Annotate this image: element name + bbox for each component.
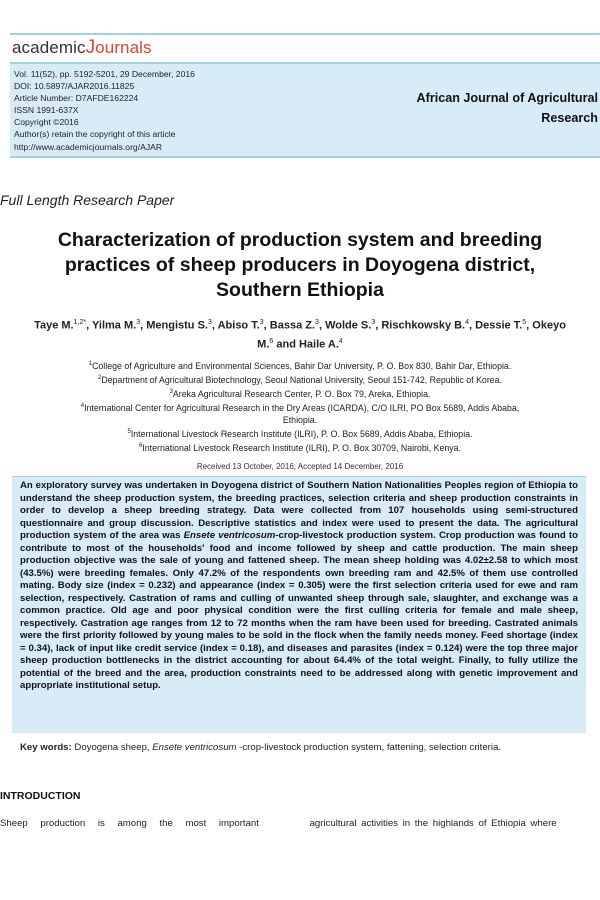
affiliation-number: 2 [98, 374, 102, 381]
author-separator: , [469, 319, 476, 332]
abstract-text: An exploratory survey was undertaken in Doyogena district of Southern Nation Nationalities Peoples region of Ethiopia to understand the sheep production system, the breeding practices, selection criteria and sheep production constraints in order to develop a sheep breeding strategy. Data were collected from 107 households using semi-structured questionnaire and group discussion. Descriptive statistics and index were used to present the data. The agricultural production system of the area was Ensete ventricosum-crop-livestock production system. Crop production was found to contribute to most of the households' food and income followed by sheep and cattle production. The main sheep production objective was the sale of young and fattened sheep. The mean sheep holding was 4.02±2.58 to which most (43.5%) were breeding females. Only 47.2% of the respondents own breeding ram and 42.5% of them use controlled mating. Body size (index = 0.232) and appearance (index = 0.305) were the first selection criteria used for ewe and ram selection, respectively. Castration of rams and culling of unwanted sheep through sale, slaughter, and exchange was a common practice. Old age and poor physical condition were the first culling criteria for female and male sheep, respectively. Castration age ranges from 12 to 72 months when the ram have been used for breeding. Castrated animals were the first priority followed by young males to be sold in the flock when the family needs money. Feed shortage (index = 0.34), lack of input like credit service (index = 0.18), and diseases and parasites (index = 0.124) were the top three major sheep production bottlenecks in the district accounting for about 64.4% of the total weight. Finally, to fully utilize the potential of the breed and the area, production constraints need to be addressed along with genetic improvement and appropriate institutional setup. [20, 480, 578, 691]
affiliation-number: 4 [80, 402, 85, 409]
affiliation-line [0, 358, 600, 372]
affiliation-number: 3 [169, 388, 173, 395]
header-rule [10, 33, 600, 35]
article-number-line: Article Number: D7AFDE162224 [14, 93, 139, 104]
affiliation-text: International Livestock Research Institute (ILRI), P. O. Box 5689, Addis Ababa, Ethiopia. [130, 428, 473, 439]
publisher-logo[interactable] [12, 37, 152, 59]
author-separator: , [526, 319, 533, 332]
journal-name-line2: Research [541, 111, 598, 125]
doi-line[interactable]: DOI: 10.5897/AJAR2016.11825 [14, 81, 135, 92]
author-name: Dessie T. [475, 319, 523, 332]
author-affiliation-mark: 3 [315, 319, 319, 326]
copyright-line: Copyright ©2016 [14, 117, 79, 128]
affiliation-number: 6 [139, 442, 143, 449]
author-name: Yilma M. [91, 319, 137, 332]
affiliation-number: 5 [127, 428, 131, 435]
logo-text-academic: academic [12, 38, 86, 57]
author-separator: , [86, 319, 92, 332]
author-affiliation-mark: 3 [259, 319, 264, 326]
keywords-label: Key words: [20, 742, 72, 753]
author-name: Rischkowsky B. [381, 319, 466, 332]
author-affiliation-mark: 4 [465, 319, 470, 326]
affiliation-number: 1 [88, 361, 93, 367]
received-dates: Received 13 October, 2016; Accepted 14 December, 2016 [196, 462, 404, 471]
affiliation-line [0, 426, 600, 440]
author-affiliation-mark: 5 [522, 319, 527, 326]
paper-title: Characterization of production system and breeding practices of sheep producers in Doyogena district, Southern Ethiopia [57, 229, 543, 301]
affiliation-text: Department of Agricultural Biotechnology, Seoul National University, Seoul 151-742, Republic of Korea. [101, 374, 502, 385]
author-list [30, 315, 570, 352]
article-info-box [10, 62, 600, 158]
paper-type: Full Length Research Paper [0, 192, 175, 208]
author-separator: , [375, 319, 382, 332]
journal-name [417, 88, 598, 128]
author-name: Abiso T. [217, 319, 260, 332]
affiliation-text: International Center for Agricultural Research in the Dry Areas (ICARDA), C/O ILRI, PO Box 5689, Addis Ababa, [84, 402, 520, 413]
volume-line: Vol. 11(52), pp. 5192-5201, 29 December, 2016 [14, 69, 195, 79]
author-name: Okeyo M. [257, 319, 566, 351]
logo-text-journals: Journals [85, 37, 152, 58]
author-separator: , [263, 319, 270, 332]
author-affiliation-mark: 4 [338, 337, 343, 345]
affiliation-line [0, 440, 600, 454]
author-separator: and [273, 338, 299, 351]
keywords: Key words: Doyogena sheep, Ensete ventricosum -crop-livestock production system, fattening, selection criteria. [20, 742, 501, 753]
author-name: Mengistu S. [146, 319, 208, 332]
author-affiliation-mark: 6 [269, 337, 274, 345]
author-name: Wolde S. [325, 319, 372, 332]
affiliation-line [0, 400, 600, 414]
affiliation-text: College of Agriculture and Environmental Sciences, Bahir Dar University, P. O. Box 830, Bahir Dar, Ethiopia. [92, 360, 512, 371]
author-separator: , [211, 319, 218, 332]
affiliation-list [0, 358, 600, 454]
author-separator: , [318, 319, 326, 332]
retain-copyright-line: Author(s) retain the copyright of this article [14, 129, 176, 140]
introduction-heading: INTRODUCTION [0, 790, 81, 802]
affiliation-line [0, 372, 600, 386]
article-metadata [14, 68, 195, 153]
affiliation-line [0, 414, 600, 426]
author-affiliation-mark: 1,2* [73, 319, 87, 326]
author-affiliation-mark: 3 [136, 319, 141, 326]
journal-url-link[interactable]: http://www.academicjournals.org/AJAR [14, 141, 163, 152]
author-affiliation-mark: 3 [371, 319, 376, 326]
affiliation-text: Areka Agricultural Research Center, P. O. Box 79, Areka, Ethiopia. [172, 388, 431, 399]
introduction-text: Sheep production is among the most important agricultural activities in the highlands of Ethiopia where [0, 818, 557, 829]
journal-name-line1: African Journal of Agricultural [416, 91, 598, 105]
affiliation-text: International Livestock Research Institute (ILRI), P. O. Box 30709, Nairobi, Kenya. [142, 442, 461, 453]
author-affiliation-mark: 3 [207, 319, 212, 326]
affiliation-line [0, 386, 600, 400]
author-name: Taye M. [34, 319, 74, 332]
issn-line: ISSN 1991-637X [14, 105, 79, 116]
author-separator: , [140, 319, 147, 332]
author-name: Bassa Z. [269, 319, 316, 332]
affiliation-text: Ethiopia. [282, 414, 318, 425]
author-name: Haile A. [298, 338, 339, 351]
abstract-box [12, 476, 586, 733]
